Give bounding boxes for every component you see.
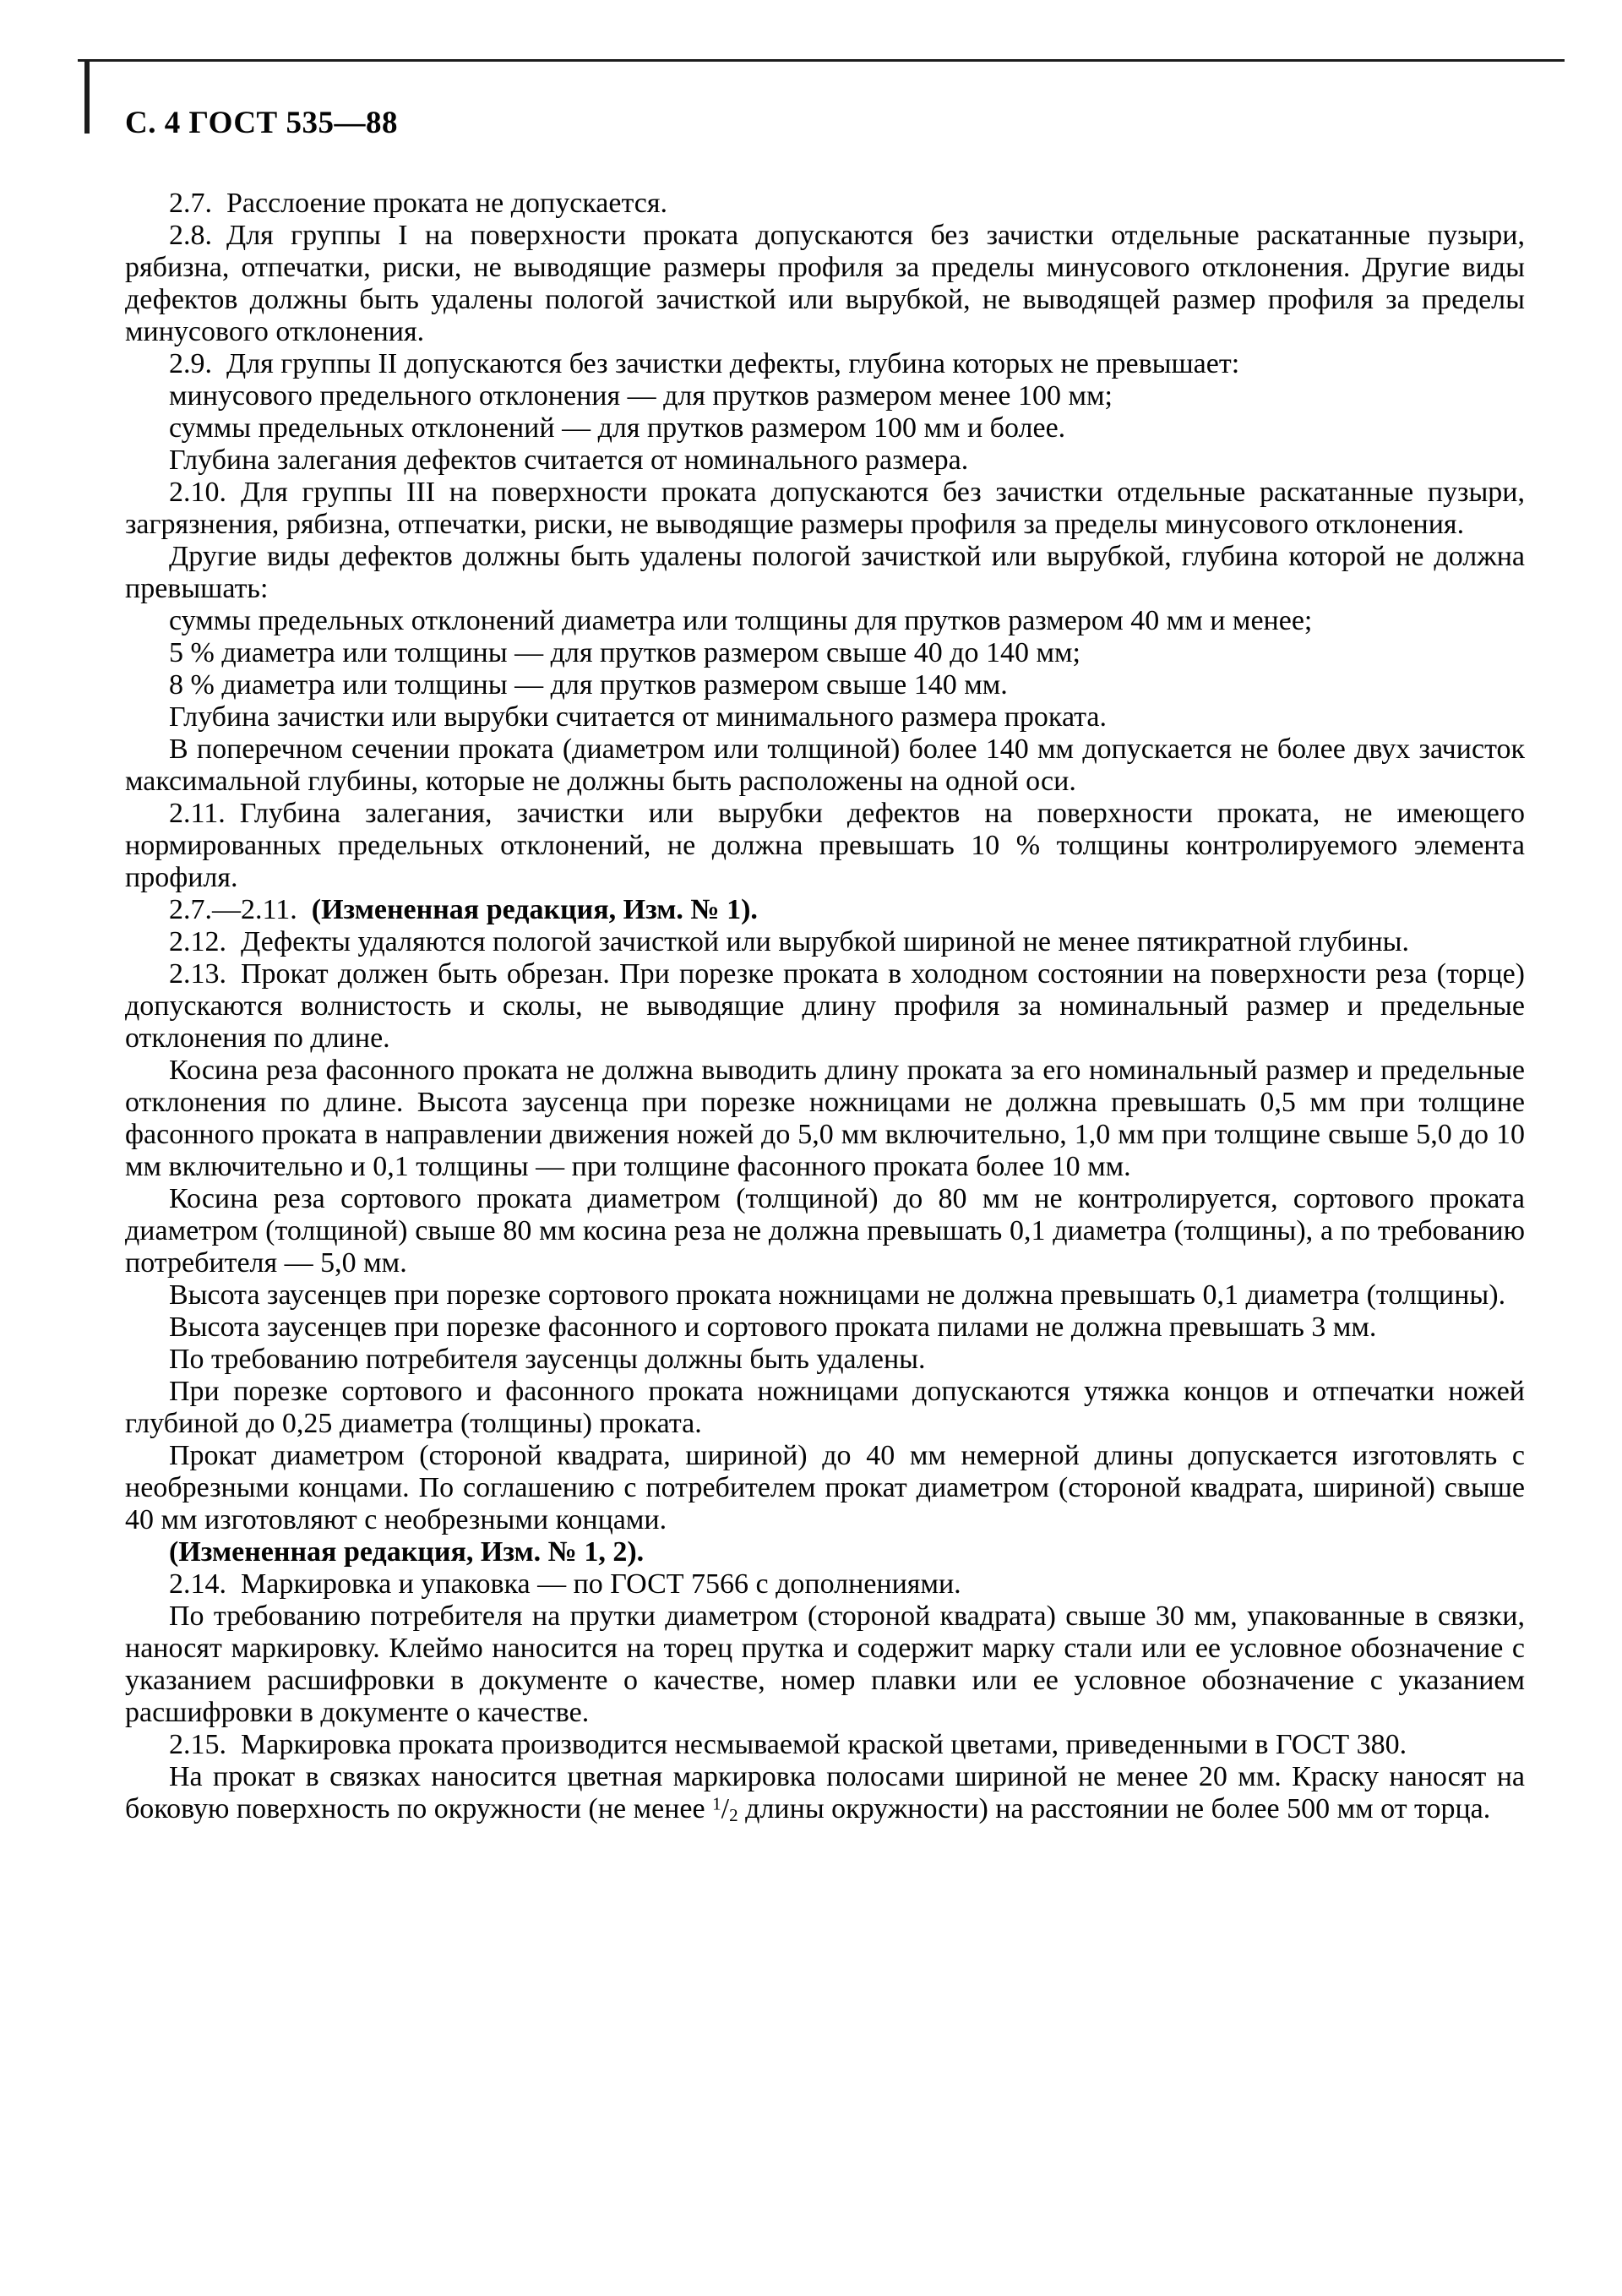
clause-2-9-note-depth: Глубина залегания дефектов считается от номинального размера.: [169, 444, 969, 476]
clause-2-10-note-depth: Глубина зачистки или вырубки считается от минимального размера проката.: [169, 701, 1108, 733]
para-cut-skew-section: Косина реза сортового проката диаметром (толщиной) до 80 мм не контролируется, сортового проката диаметром (толщиной) свыше 80 мм косина реза не должна превышать 0,1 диаметра (толщины), а по требованию потребителя — 5,0 мм.: [125, 1183, 1525, 1279]
clause-2-9-item-sum-tolerance: суммы предельных отклонений — для прутков размером 100 мм и более.: [169, 412, 1066, 444]
fraction-denominator: 2: [729, 1804, 738, 1825]
clause-2-12: 2.12. Дефекты удаляются пологой зачисткой или вырубкой шириной не менее пятикратной глубины.: [169, 926, 1410, 957]
para-burr-shears: Высота заусенцев при порезке сортового проката ножницами не должна превышать 0,1 диаметра (толщины).: [169, 1279, 1506, 1311]
page-header: С. 4 ГОСТ 535—88: [125, 106, 398, 140]
clause-2-14: 2.14. Маркировка и упаковка — по ГОСТ 7566 с дополнениями.: [169, 1568, 961, 1600]
amendment-note-1-prefix: 2.7.—2.11.: [169, 894, 312, 925]
clause-2-8: 2.8. Для группы I на поверхности проката допускаются без зачистки отдельные раскатанные пузыри, рябизна, отпечатки, риски, не выводящие размеры профиля за пределы минусового отклонения. Другие виды дефектов должны быть удалены пологой зачисткой или вырубкой, не выводящей размер профиля за пределы минусового отклонения.: [125, 220, 1525, 347]
clause-2-10: 2.10. Для группы III на поверхности проката допускаются без зачистки отдельные раскатанные пузыри, загрязнения, рябизна, отпечатки, риски, не выводящие размеры профиля за пределы минусового отклонения.: [125, 477, 1525, 540]
clause-2-9-item-minus-tolerance: минусового предельного отклонения — для прутков размером менее 100 мм;: [169, 380, 1113, 412]
clause-2-10-note-cross-section: В поперечном сечении проката (диаметром или толщиной) более 140 мм допускается не более двух зачисток максимальной глубины, которые не должны быть расположены на одной оси.: [125, 734, 1525, 797]
document-body: [125, 188, 1525, 1825]
para-burr-removal: По требованию потребителя заусенцы должны быть удалены.: [169, 1344, 926, 1375]
marking-stripes-text-pre: На прокат в связках наносится цветная маркировка полосами шириной не менее 20 мм. Краску наносят на боковую поверхность по окружности (не менее: [125, 1761, 1525, 1824]
scan-artifact-top-line: [78, 59, 1565, 62]
clause-2-10-other-defects: Другие виды дефектов должны быть удалены пологой зачисткой или вырубкой, глубина которой не должна превышать:: [125, 541, 1525, 604]
para-end-pulling: При порезке сортового и фасонного проката ножницами допускаются утяжка концов и отпечатки ножей глубиной до 0,25 диаметра (толщины) проката.: [125, 1376, 1525, 1439]
amendment-note-2-bold: (Измененная редакция, Изм. № 1, 2).: [169, 1536, 645, 1568]
para-cut-skew-shaped: Косина реза фасонного проката не должна выводить длину проката за его номинальный размер и предельные отклонения по длине. Высота заусенца при порезке ножницами не должна превышать 0,5 мм при толщине фасонного проката в направлении движения ножей до 5,0 мм включительно, 1,0 мм при толщине свыше 5,0 до 10 мм включительно и 0,1 толщины — при толщине фасонного проката более 10 мм.: [125, 1055, 1525, 1182]
clause-2-10-item-8-percent: 8 % диаметра или толщины — для прутков размером свыше 140 мм.: [169, 669, 1008, 701]
para-untrimmed-ends: Прокат диаметром (стороной квадрата, шириной) до 40 мм немерной длины допускается изготовлять с необрезными концами. По соглашению с потребителем прокат диаметром (стороной квадрата, шириной) свыше 40 мм изготовляют с необрезными концами.: [125, 1440, 1525, 1535]
clause-2-15: 2.15. Маркировка проката производится несмываемой краской цветами, приведенными в ГОСТ 380.: [169, 1729, 1407, 1760]
para-marking-requirements: По требованию потребителя на прутки диаметром (стороной квадрата) свыше 30 мм, упакованные в связки, наносят маркировку. Клеймо наносится на торец прутка и содержит марку стали или ее условное обозначение с указанием расшифровки в документе о качестве, номер плавки или ее условное обозначение с указанием расшифровки в документе о качестве.: [125, 1601, 1525, 1728]
scan-artifact-left-edge: [84, 59, 90, 134]
marking-stripes-text-post: длины окружности) на расстоянии не более 500 мм от торца.: [738, 1793, 1491, 1824]
clause-2-9: 2.9. Для группы II допускаются без зачистки дефекты, глубина которых не превышает:: [169, 348, 1240, 379]
fraction-slash: /: [721, 1793, 730, 1824]
amendment-note-1: [125, 894, 1525, 926]
fraction-numerator: 1: [712, 1793, 721, 1814]
clause-2-10-item-5-percent: 5 % диаметра или толщины — для прутков размером свыше 40 до 140 мм;: [169, 637, 1080, 668]
clause-2-7: 2.7. Расслоение проката не допускается.: [169, 188, 667, 219]
amendment-note-1-bold: (Измененная редакция, Изм. № 1).: [311, 894, 758, 925]
para-burr-saws: Высота заусенцев при порезке фасонного и сортового проката пилами не должна превышать 3 мм.: [169, 1312, 1377, 1343]
amendment-note-2: [125, 1536, 1525, 1568]
clause-2-11: 2.11. Глубина залегания, зачистки или вырубки дефектов на поверхности проката, не имеющего нормированных предельных отклонений, не должна превышать 10 % толщины контролируемого элемента профиля.: [125, 798, 1525, 893]
clause-2-10-item-sum-tolerance: суммы предельных отклонений диаметра или толщины для прутков размером 40 мм и менее;: [169, 605, 1313, 636]
clause-2-13: 2.13. Прокат должен быть обрезан. При порезке проката в холодном состоянии на поверхности реза (торце) допускаются волнистость и сколы, не выводящие длину профиля за номинальный размер и предельные отклонения по длине.: [125, 958, 1525, 1054]
para-marking-stripes: [125, 1761, 1525, 1825]
